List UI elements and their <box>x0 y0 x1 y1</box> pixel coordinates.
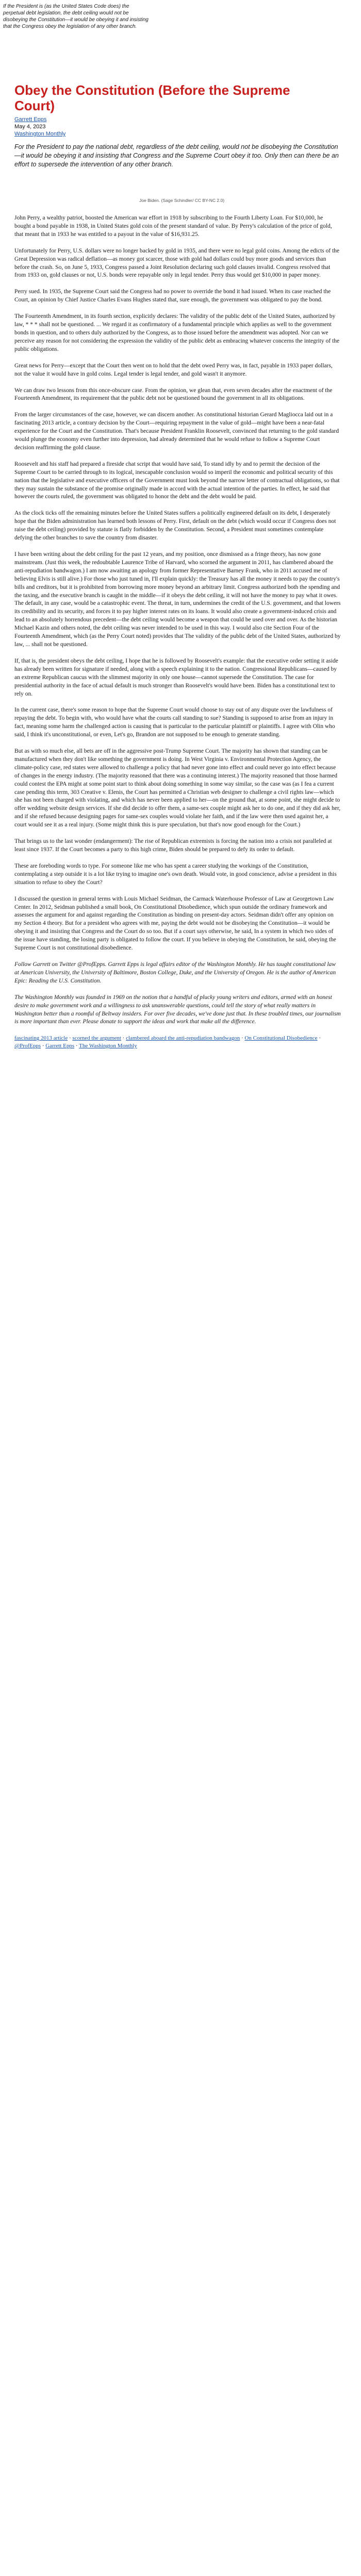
inline-link-article[interactable]: fascinating 2013 article <box>14 1035 68 1042</box>
publish-date: May 4, 2023 <box>14 124 46 130</box>
byline <box>14 116 169 138</box>
paragraph: Perry sued. In 1935, the Supreme Court said the Congress had no power to override the bond it had issued. When its case reached the Court, an opinion by Chief Justice Charles Evans Hughes stated that, sure enough, the government was obligated to pay the bond. <box>14 289 331 303</box>
author-link[interactable]: Garrett Epps <box>14 116 47 123</box>
paragraph: John Perry, a wealthy patriot, boosted the American war effort in 1918 by subscribing to the Fourth Liberty Loan. For $10,000, he bought a bond payable in 1938, in United States gold coin of the present standard of value. By Perry's calculation of the price of gold, that meant that in 1933 he was entitled to a payout in the value of $16,931.25. <box>14 215 332 238</box>
paragraph: If, that is, the president obeys the debt ceiling, I hope that he is followed by Roosevelt's example: that the executive order setting it aside has already been written for signature if needed, along with a speech explaining it to the nation. Congressional Republicans—caused by an extreme Republican caucus with the slimmest majority in only one house—cannot supersede the Constitution. The case for presidential authority in the face of actual default is much stronger than Roosevelt's would have been. Biden has a constitutional text to rely on. <box>14 657 338 697</box>
paragraph: I discussed the question in general terms with Louis Michael Seidman, the Carmack Waterhouse Professor of Law at Georgetown Law Center. In 2012, Seidman published a small book, On Constitutional Disobedience, which spun outside the ordinary framework and assesses the argument for and against regarding the Constitution as binding on present-day actors. Seidman didn't offer any opinion on my Section 4 theory. But for a president who agrees with me, paying the debt would not be disobeying the Constitution—it would be obeying it and insisting that Congress and the Court do so too. But if a court says otherwise, he said, In a system in which two sides of the issue have standing, the losing party is obligated to follow the court. If you believe in obeying the Constitution, he said, obeying the Supreme Court is not constitutional disobedience. <box>14 895 336 952</box>
publication-link[interactable]: Washington Monthly <box>14 131 66 137</box>
donation-appeal: The Washington Monthly was founded in 1969 on the notion that a handful of plucky young writers and editors, armed with an honest desire to make government work and a willingness to ask unanswerable questions, could tell the story of what really matters in Washington better than a roomful of Beltway insiders. For over five decades, we've done just that. In these troubled times, our journalism is more important than ever. Please donate to support the ideas and work that make all the difference. <box>14 994 341 1025</box>
paragraph: That brings us to the last wonder (endangerment): The rise of Republican extremists is forcing the nation into a crisis not paralleled at least since 1937. If the Court becomes a party to this high crime, Biden should be prepared to defy its order to default. <box>14 838 332 853</box>
headline: Obey the Constitution (Before the Supreme Court) <box>14 82 290 113</box>
paragraph: In the current case, there's some reason to hope that the Supreme Court would choose to stay out of any dispute over the lawfulness of repaying the debt. To begin with, who would have what the courts call standing to sue? Standing is supposed to arise from an injury in fact, meaning some harm the challenged action is causing that is particular to the particular plaintiff or plaintiffs. I agree with Olin who said, I think it's unconstitutional, or even, Let's go, Brandon are not supposed to be enough to generate standing. <box>14 707 335 738</box>
image-caption: Joe Biden. (Sage Schindler/ CC BY-NC 2.0) <box>139 198 225 203</box>
author-bio: Follow Garrett on Twitter @ProfEpps. Garrett Epps is legal affairs editor of the Washington Monthly. He has taught constitutional law at American University, the University of Baltimore, Boston College, Duke, and the University of Oregon. He is the author of American Epic: Reading the U.S. Constitution. <box>14 961 336 984</box>
paragraph: As the clock ticks off the remaining minutes before the United States suffers a politically engineered default on its debt, I desperately hope that the Biden administration has learned both lessons of Perry. First, default on the debt (which would occur if Congress does not raise the debt ceiling) provided by statute is flatly forbidden by the Constitution. Second, a President must sometimes contemplate defying the other branches to save the country from disaster. <box>14 510 336 541</box>
twitter-link[interactable]: @ProfEpps <box>14 1043 41 1049</box>
paragraph: These are foreboding words to type. For someone like me who has spent a career studying the workings of the Constitution, contemplating a step outside it is a lot like trying to imagine one's own death. Would vote, in good conscience, advise a president in this situation to refuse to obey the Court? <box>14 862 337 886</box>
paragraph: The Fourteenth Amendment, in its fourth section, explicitly declares: The validity of the public debt of the United States, authorized by law, * * * shall not be questioned. ... We regard it as confirmatory of a fundamental principle which applies as well to the government bonds in question, and to others duly authorized by the Congress, as to those issued before the amendment was adopted. Nor can we perceive any reason for not considering the expression the validity of the public debt as embracing whatever concerns the integrity of the public obligations. <box>14 313 340 352</box>
paragraph: From the larger circumstances of the case, however, we can discern another. As constitutional historian Gerard Magliocca laid out in a fascinating 2013 article, a contrary decision by the Court—requiring repayment in the value of gold—might have been a near-fatal experience for the Court and the Constitution. That's because President Franklin Roosevelt, convinced that returning to the gold standard would plunge the economy even further into depression, had already determined that he would refuse to follow a Supreme Court decision reaffirming the gold clause. <box>14 412 339 451</box>
paragraph: But as with so much else, all bets are off in the aggressive post-Trump Supreme Court. The majority has shown that standing can be manufactured when they don't like something the government is doing. In West Virginia v. Environmental Protection Agency, the climate-policy case, red states were allowed to challenge a policy that had never gone into effect and could never go into effect because of changes in the energy industry. (The majority reasoned that there was a continuing interest.) The majority reasoned that those harmed could contest the EPA might at some point start to think about doing something in some way similar, so the case was (as I fea a current case pending this term, 303 Creative v. Elenis, the Court has permitted a Christian web designer to challenge a civil rights law—which she has not been charged with violating, and which has never been applied to her—on the ground that, at some point, she might decide to offer wedding website design services. If she did decide to offer them, a same-sex couple might ask her to do one, and if they did ask her, and if she refused because designing pages for same-sex couples would violate her faith, and if the law were then used against her, a court would see it as a real injury. (Some might think this is pure speculation, but that's now good enough for the Court.) <box>14 748 341 828</box>
inline-link-book[interactable]: On Constitutional Disobedience <box>244 1035 318 1042</box>
paragraph: Unfortunately for Perry, U.S. dollars were no longer backed by gold in 1935, and there were no legal gold coins. Among the edicts of the Great Depression was radical deflation—as money got scarcer, those with gold had dollars could buy more goods and services than before the crash. So, on June 5, 1933, Congress passed a Joint Resolution declaring such gold clauses invalid. Congress resolved that from 1933 on, gold clauses or not, U.S. bonds were repayable only in legal tender. Perry thus would get $10,000 in paper money. <box>14 247 339 279</box>
pull-quote: If the President is (as the United States Code does) the perpetual debt legislation, the debt ceiling would not be disobeying the Constitution—it would be obeying it and insisting that the Congress obey the legislation of any other branch. <box>3 4 149 29</box>
paragraph: I have been writing about the debt ceiling for the past 12 years, and my position, once dismissed as a fringe theory, has now gone mainstream. (Just this week, the redoubtable Laurence Tribe of Harvard, who scorned the argument in 2011, has clambered aboard the anti-repudiation bandwagon.) I am now awaiting an apology from former Representative Barney Frank, who in 2011 accused me of believing Elvis is still alive.) For those who just tuned in, I'll explain quickly: the Treasury has all the money it needs to pay the country's bills and creditors, but it is prohibited from borrowing more money beyond an arbitrary limit. Congress authorized both the spending and the taxing, and the executive branch is caught in the middle—if it obeys the debt ceiling, it will not have the money to pay what it owes. The default, in any case, would be a catastrophic event. The threat, in turn, undermines the credit of the U.S. government, and that lowers its credibility and its security, and forces it to pay higher interest rates on its loans. It would also create a government-induced crisis and lead to an absolutely horrendous precedent—the debt ceiling would become a weapon that could be used over and over. As the historian Michael Kazin and others noted, the debt ceiling was never intended to be used in this way. I would also cite Section Four of the Fourteenth Amendment, which (as the Perry Court noted) provides that The validity of the public debt of the United States, authorized by law, ... shall not be questioned. <box>14 551 341 648</box>
article-body: John Perry, a wealthy patriot, boosted the American war effort in 1918 by subscribing to the Fourth Liberty Loan. For $10,000, he bought a bond payable in 1938, in United States gold coin of the present standard of value. By Perry's calculation of the price of gold, that meant that in 1933 he was entitled to a payout in the value of $16,931.25. Unfortunately for Perry, U.S. dollars were no longer backed by gold in 1935, and there were no legal gold coins. Among the edicts of the Great Depression was radical deflation—as money got scarcer, those with gold had dollars could buy more goods and services than before the crash. So, on June 5, 1933, Congress passed a Joint Resolution declaring such gold clauses invalid. Congress resolved that from 1933 on, gold clauses or not, U.S. bonds were repayable only in legal tender. Perry thus would get $10,000 in paper money. Perry sued. In 1935, the Supreme Court said the Congress had no power to override the bond it had issued. When its case reached the Court, an opinion by Chief Justice Charles Evans Hughes stated that, sure enough, the government was obligated to pay the bond. The Fourteenth Amendment, in its fourth section, explicitly declares: The validity of the public debt of the United States, authorized by law, * * * shall not be questioned. ... We regard it as confirmatory of a fundamental principle which applies as well to the government bonds in question, and to others duly authorized by the Congress, as to those issued before the amendment was adopted. Nor can we perceive any reason for not considering the expression the validity of the public debt as embracing whatever concerns the integrity of the public obligations. Great news for Perry—except that the Court then went on to hold that the debt owed Perry was, in fact, payable in 1933 paper dollars, not the value it would have in gold coins. Legal tender is legal tender, and gold wasn't it anymore. We can draw two lessons from this once-obscure case. From the opinion, we glean that, even seven decades after the enactment of the Fourteenth Amendment, its requirement that the public debt not be questioned bound the government in all its obligations. From the larger circumstances of the case, however, we can discern another. As constitutional historian Gerard Magliocca laid out in a fascinating 2013 article, a contrary decision by the Court—requiring repayment in the value of gold—might have been a near-fatal experience for the Court and the Constitution. That's because President Franklin Roosevelt, convinced that returning to the gold standard would plunge the economy even further into depression, had already determined that he would refuse to follow a Supreme Court decision reaffirming the gold clause. Roosevelt and his staff had prepared a fireside chat script that would have said, To stand idly by and to permit the decision of the Supreme Court to be carried through to its logical, inescapable conclusion would so imperil the economic and political security of this nation that the legislative and executive officers of the Government must look beyond the narrow letter of contractual obligations, so that they may sustain the substance of the promise originally made in accord with the actual intention of the parties. In effect, he said that however the courts ruled, the government was obligated to honor the debt and the debt would be paid. As the clock ticks off the remaining minutes before the United States suffers a politically engineered default on its debt, I desperately hope that the Biden administration has learned both lessons of Perry. First, default on the debt (which would occur if Congress does not raise the debt ceiling) provided by statute is flatly forbidden by the Constitution. Second, a President must sometimes contemplate defying the other branches to save the country from disaster. I have been writing about the debt ceiling for the past 12 years, and my position, once dismissed as a fringe theory, has now gone mainstream. (Just this week, the redoubtable Laurence Tribe of Harvard, who scorned the argument in 2011, has clambered aboard the anti-repudiation bandwagon.) I am now awaiting an apology from former Representative Barney Frank, who in 2011 accused me of believing Elvis is still alive.) For those who just tuned in, I'll explain quickly: the Treasury has all the money it needs to pay the country's bills and creditors, but it is prohibited from borrowing more money beyond an arbitrary limit. Congress authorized both the spending and the taxing, and the executive branch is caught in the middle—if it obeys the debt ceiling, it will not have the money to pay what it owes. The default, in any case, would be a catastrophic event. The threat, in turn, undermines the credit of the U.S. government, and that lowers its credibility and its security, and forces it to pay higher interest rates on its loans. It would also create a government-induced crisis and lead to an absolutely horrendous precedent—the debt ceiling would become a weapon that could be used over and over. As the historian Michael Kazin and others noted, the debt ceiling was never intended to be used in this way. I would also cite Section Four of the Fourteenth Amendment, which (as the Perry Court noted) provides that The validity of the public debt of the United States, authorized by law, ... shall not be questioned. If, that is, the president obeys the debt ceiling, I hope that he is followed by Roosevelt's example: that the executive order setting it aside has already been written for signature if needed, along with a speech explaining it to the nation. Congressional Republicans—caused by an extreme Republican caucus with the slimmest majority in only one house—cannot supersede the Constitution. The case for presidential authority in the face of actual default is much stronger than Roosevelt's would have been. Biden has a constitutional text to rely on. In the current case, there's some reason to hope that the Supreme Court would choose to stay out of any dispute over the lawfulness of repaying the debt. To begin with, who would have what the courts call standing to sue? Standing is supposed to arise from an injury in fact, meaning some harm the challenged action is causing that is particular to the particular plaintiff or plaintiffs. I agree with Olin who said, I think it's unconstitutional, or even, Let's go, Brandon are not supposed to be enough to generate standing. But as with so much else, all bets are off in the aggressive post-Trump Supreme Court. The majority has shown that standing can be manufactured when they don't like something the government is doing. In West Virginia v. Environmental Protection Agency, the climate-policy case, red states were allowed to challenge a policy that had never gone into effect and could never go into effect because of changes in the energy industry. (The majority reasoned that there was a continuing interest.) The majority reasoned that those harmed could contest the EPA might at some point start to think about doing something in some way similar, so the case was (as I fea a current case pending this term, 303 Creative v. Elenis, the Court has permitted a Christian web designer to challenge a civil rights law—which she has not been charged with violating, and which has never been applied to her—on the ground that, at some point, she might decide to offer wedding website design services. If she did decide to offer them, a same-sex couple might ask her to do one, and if they did ask her, and if she refused because designing pages for same-sex couples would violate her faith, and if the law were then used against her, a court would see it as a real injury. (Some might think this is pure speculation, but that's now good enough for the Court.) That brings us to the last wonder (endangerment): The rise of Republican extremists is forcing the nation into a crisis not paralleled at least since 1937. If the Court becomes a party to this high crime, Biden should be prepared to defy its order to default. These are foreboding words to type. For someone like me who has spent a career studying the workings of the Constitution, contemplating a step outside it is a lot like trying to imagine one's own death. Would vote, in good conscience, advise a president in this situation to refuse to obey the Court? I discussed the question in general terms with Louis Michael Seidman, the Carmack Waterhouse Professor of Law at Georgetown Law Center. In 2012, Seidman published a small book, On Constitutional Disobedience, which spun outside the ordinary framework and assesses the argument for and against regarding the Constitution as binding on present-day actors. Seidman didn't offer any opinion on my Section 4 theory. But for a president who agrees with me, paying the debt would not be disobeying the Constitution—it would be obeying it and insisting that Congress and the Court do so too. But if a court says otherwise, he said, In a system in which two sides of the issue have standing, the losing party is obligated to follow the court. If you believe in obeying the Constitution, he said, obeying the Supreme Court is not constitutional disobedience. Follow Garrett on Twitter @ProfEpps. Garrett Epps is legal affairs editor of the Washington Monthly. He has taught constitutional law at American University, the University of Baltimore, Boston College, Duke, and the University of Oregon. He is the author of American Epic: Reading the U.S. Constitution. The Washington Monthly was founded in 1969 on the notion that a handful of plucky young writers and editors, armed with an honest desire to make government work and a willingness to ask unanswerable questions, could tell the story of what really matters in Washington better than a roomful of Beltway insiders. For over five decades, we've done just that. In these troubled times, our journalism is more important than ever. Please donate to support the ideas and work that make all the difference. fascinating 2013 article · scorned the argument · clambered aboard the anti-repudiation bandwagon · On Constitutional Disobedience · @ProfEpps · Garrett Epps · The Washington Monthly <box>14 215 341 1049</box>
paragraph: We can draw two lessons from this once-obscure case. From the opinion, we glean that, even seven decades after the enactment of the Fourteenth Amendment, its requirement that the public debt not be questioned bound the government in all its obligations. <box>14 387 333 402</box>
monthly-link[interactable]: The Washington Monthly <box>79 1043 137 1049</box>
lede: For the President to pay the national debt, regardless of the debt ceiling, would not be disobeying the Constitution —it would be obeying it and insisting that Congress and the Supreme Court obey it too. Only then can there be an effort to supersede the intervention of any other branch. <box>14 143 339 168</box>
paragraph: Great news for Perry—except that the Court then went on to hold that the debt owed Perry was, in fact, payable in 1933 paper dollars, not the value it would have in gold coins. Legal tender is legal tender, and gold wasn't it anymore. <box>14 362 333 377</box>
author-bio-link[interactable]: Garrett Epps <box>45 1043 75 1049</box>
inline-link-bandwagon[interactable]: clambered aboard the anti-repudiation bandwagon <box>126 1035 240 1042</box>
paragraph: Roosevelt and his staff had prepared a fireside chat script that would have said, To stand idly by and to permit the decision of the Supreme Court to be carried through to its logical, inescapable conclusion would so imperil the economic and political security of this nation that the legislative and executive officers of the Government must look beyond the narrow letter of contractual obligations, so that they may sustain the substance of the promise originally made in accord with the actual intention of the parties. In effect, he said that however the courts ruled, the government was obligated to honor the debt and the debt would be paid. <box>14 461 340 500</box>
inline-link-scorned[interactable]: scorned the argument <box>72 1035 121 1042</box>
